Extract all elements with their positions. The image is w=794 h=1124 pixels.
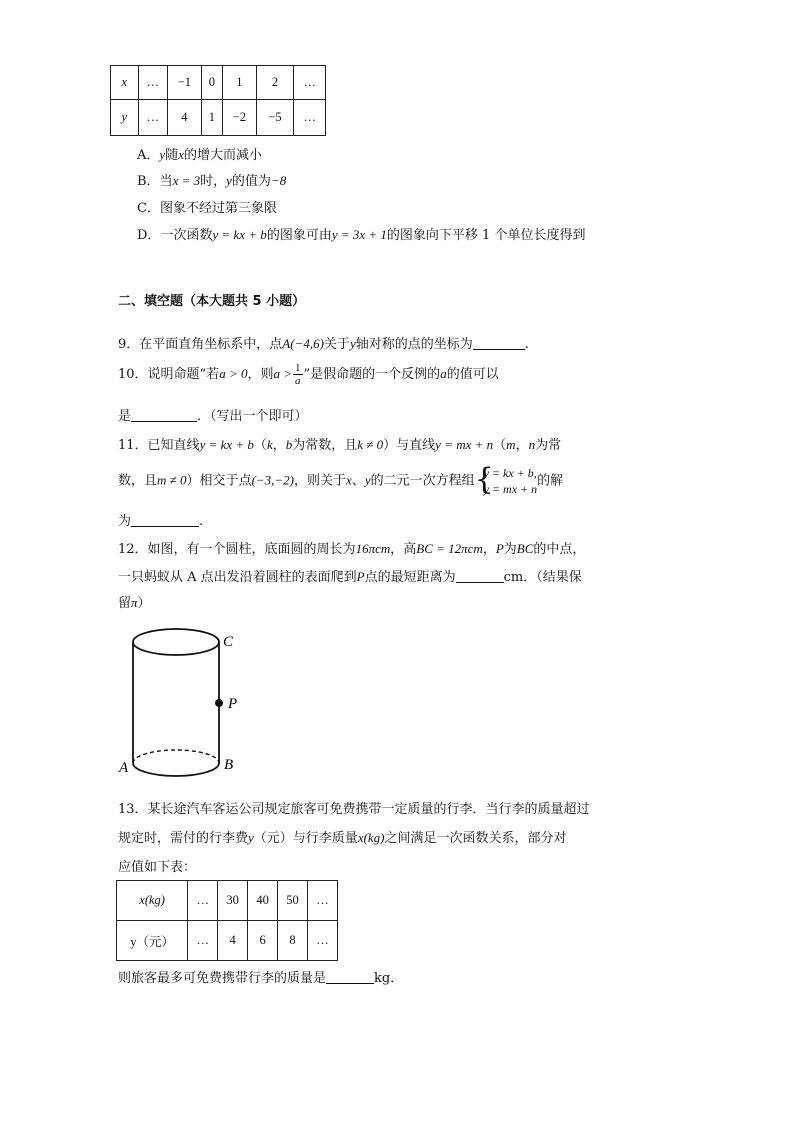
table2-cell: 30 xyxy=(218,881,248,921)
option-b-label: B． xyxy=(137,174,160,189)
label-p: P xyxy=(228,696,238,712)
question-9: 9．在平面直角坐标系中，点A(−4,6)关于y轴对称的点的坐标为 . xyxy=(118,336,529,352)
question-13: 13．某长途汽车客运公司规定旅客可免费携带一定质量的行李．当行李的质量超过 xyxy=(118,802,590,817)
question-13-after: 则旅客最多可免费携带行李的质量是 kg． xyxy=(118,971,404,986)
label-a: A xyxy=(119,760,129,776)
question-11: 11．已知直线y = kx + b（k，b为常数，且k ≠ 0）与直线y = mx + n（m，n为常 xyxy=(118,437,562,453)
equation-system: { y = kx + b, y = mx + n xyxy=(474,462,538,497)
cylinder-top-ellipse xyxy=(133,629,219,655)
table2-cell: 8 xyxy=(278,921,308,961)
option-d: D．一次函数y = kx + b的图象可由y = 3x + 1的图象向下平移 1 个单位长度得到 xyxy=(137,227,586,243)
option-d-label: D． xyxy=(137,228,161,243)
value-table-1 xyxy=(110,65,326,136)
question-13-line2: 规定时，需付的行李费y（元）与行李质量x(kg)之间满足一次函数关系，部分对 xyxy=(118,830,567,846)
table1-cell: −2 xyxy=(223,100,257,136)
table1-cell: 4 xyxy=(168,100,202,136)
table2-cell: … xyxy=(188,921,218,961)
table2-cell: 50 xyxy=(278,881,308,921)
question-10: 10．说明命题“若a > 0，则a > $\frac{1}{a}$ ”是假命题的一个反例的a的值可以 xyxy=(118,362,499,387)
table2-cell: … xyxy=(308,881,338,921)
option-a: A．y随x的增大而减小 xyxy=(137,147,262,163)
cylinder-bottom-hidden-arc xyxy=(133,750,219,763)
table1-cell: −1 xyxy=(168,66,202,100)
table2-cell: 40 xyxy=(248,881,278,921)
question-12: 12．如图，有一个圆柱，底面圆的周长为16πcm，高BC = 12πcm，P为BC的中点， xyxy=(118,541,586,557)
label-c: C xyxy=(223,634,234,650)
question-13-line3: 应值如下表： xyxy=(118,860,197,875)
option-c: C．图象不经过第三象限 xyxy=(137,201,277,216)
table1-cell: … xyxy=(138,100,168,136)
question-11-line3: 为 . xyxy=(118,514,204,529)
cylinder-figure xyxy=(110,620,260,790)
answer-blank[interactable] xyxy=(326,970,374,984)
table2-cell: 6 xyxy=(248,921,278,961)
option-a-label: A． xyxy=(137,148,160,163)
question-11-line2: 数，且m ≠ 0）相交于点(−3,−2)，则关于x、y的二元一次方程组 { y = kx + b, y = mx + n 的解 xyxy=(118,462,564,497)
label-b: B xyxy=(224,757,234,773)
answer-blank[interactable] xyxy=(131,408,197,422)
section-heading: 二、填空题（本大题共 5 小题） xyxy=(118,294,306,309)
question-12-line3: 留π） xyxy=(118,595,151,611)
option-c-label: C． xyxy=(137,201,160,216)
table2-header-x: x(kg) xyxy=(117,881,188,921)
table1-cell: 1 xyxy=(201,100,222,136)
table1-cell: … xyxy=(294,66,326,100)
question-12-line2: 一只蚂蚁从 A 点出发沿着圆柱的表面爬到P点的最短距离为 cm．（结果保 xyxy=(118,569,582,585)
table1-cell: 0 xyxy=(201,66,222,100)
table1-cell: … xyxy=(138,66,168,100)
table1-cell: 1 xyxy=(223,66,257,100)
value-table-2 xyxy=(116,880,338,961)
fraction-one-over-a: $\frac{1}{a}$ xyxy=(295,362,301,387)
answer-blank[interactable] xyxy=(456,569,504,583)
answer-blank[interactable] xyxy=(131,513,199,527)
table1-header-y: y xyxy=(111,100,139,136)
table2-cell: 4 xyxy=(218,921,248,961)
table1-cell: −5 xyxy=(256,100,294,136)
cylinder-bottom-front-arc xyxy=(133,763,219,776)
table1-header-x: x xyxy=(111,66,139,100)
option-b: B．当x = 3时，y的值为−8 xyxy=(137,173,287,189)
point-p-dot xyxy=(215,699,223,707)
table2-cell: … xyxy=(188,881,218,921)
table1-cell: … xyxy=(294,100,326,136)
table2-cell: … xyxy=(308,921,338,961)
answer-blank[interactable] xyxy=(473,336,525,350)
table2-header-y: y（元） xyxy=(117,921,188,961)
question-10-line2: 是 ．（写出一个即可） xyxy=(118,409,308,424)
table1-cell: 2 xyxy=(256,66,294,100)
brace-icon: { xyxy=(474,462,494,497)
